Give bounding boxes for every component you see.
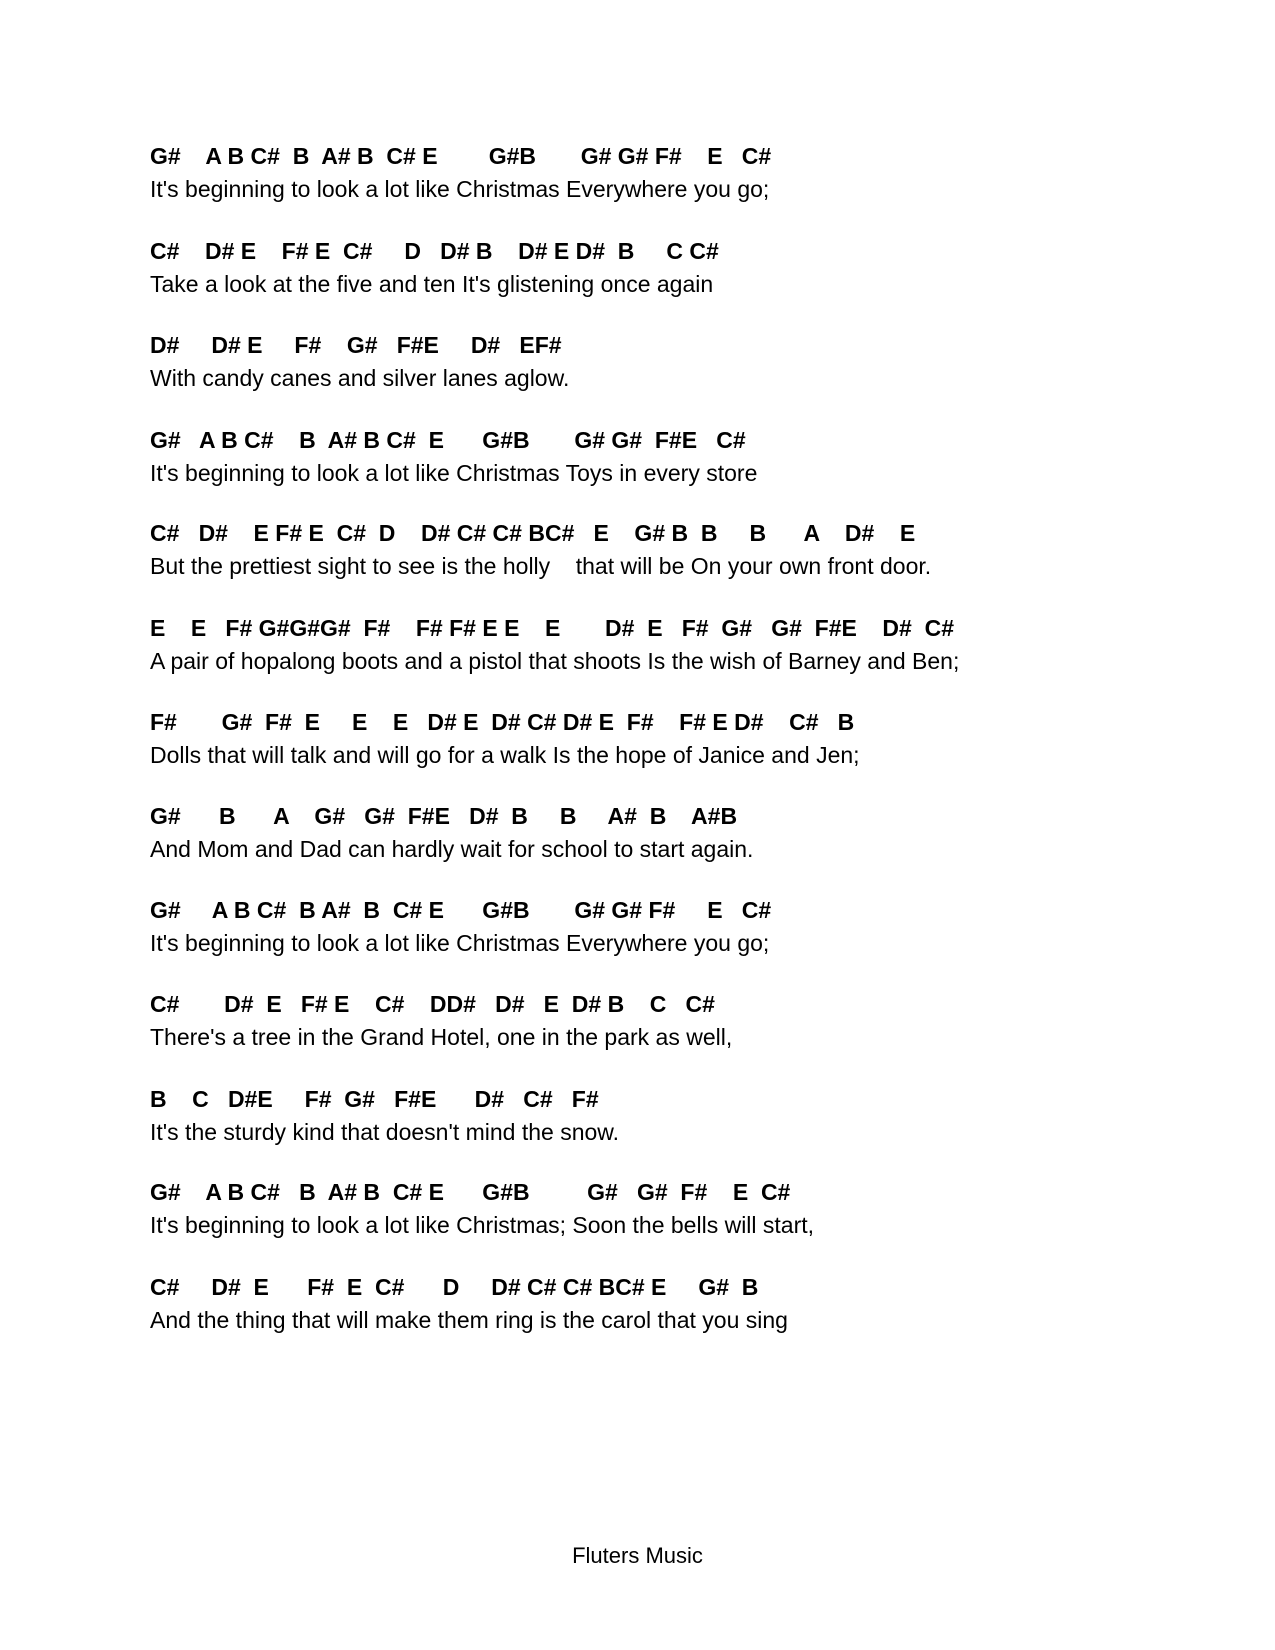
verse-4	[150, 426, 1200, 487]
note-line: G# A B C# B A# B C# E G#B G# G# F# E C#	[150, 1179, 791, 1205]
verse-1	[150, 142, 1200, 203]
note-line: E E F# G#G#G# F# F# F# E E E D# E F# G# G# F#E D# C#	[150, 615, 954, 641]
note-line: C# D# E F# E C# DD# D# E D# B C C#	[150, 991, 715, 1017]
verse-7	[150, 708, 1200, 769]
verse-11	[150, 1085, 1200, 1146]
lyric-line: It's beginning to look a lot like Christmas; Soon the bells will start,	[150, 1212, 815, 1238]
note-line: C# D# E F# E C# D D# C# C# BC# E G# B B B A D# E	[150, 520, 916, 546]
note-line: G# A B C# B A# B C# E G#B G# G# F#E C#	[150, 427, 746, 453]
note-line: C# D# E F# E C# D D# B D# E D# B C C#	[150, 238, 719, 264]
verse-13	[150, 1273, 1200, 1334]
lyric-line: It's beginning to look a lot like Christmas Everywhere you go;	[150, 930, 770, 956]
note-line: G# B A G# G# F#E D# B B A# B A#B	[150, 803, 738, 829]
lyric-line: But the prettiest sight to see is the holly that will be On your own front door.	[150, 553, 932, 579]
lyric-line: Take a look at the five and ten It's glistening once again	[150, 271, 714, 297]
note-line: C# D# E F# E C# D D# C# C# BC# E G# B	[150, 1274, 759, 1300]
verse-3	[150, 331, 1200, 392]
verse-10	[150, 990, 1200, 1051]
lyric-line: A pair of hopalong boots and a pistol that shoots Is the wish of Barney and Ben;	[150, 648, 960, 674]
lyric-line: There's a tree in the Grand Hotel, one in the park as well,	[150, 1024, 733, 1050]
lyric-line: It's beginning to look a lot like Christmas Everywhere you go;	[150, 176, 770, 202]
note-line: G# A B C# B A# B C# E G#B G# G# F# E C#	[150, 143, 772, 169]
lyric-line: Dolls that will talk and will go for a walk Is the hope of Janice and Jen;	[150, 742, 860, 768]
verse-12	[150, 1178, 1200, 1239]
note-line: D# D# E F# G# F#E D# EF#	[150, 332, 562, 358]
lyric-line: With candy canes and silver lanes aglow.	[150, 365, 570, 391]
lyric-line: And Mom and Dad can hardly wait for school to start again.	[150, 836, 754, 862]
lyric-line: It's beginning to look a lot like Christmas Toys in every store	[150, 460, 758, 486]
verse-2	[150, 237, 1200, 298]
note-line: G# A B C# B A# B C# E G#B G# G# F# E C#	[150, 897, 772, 923]
verse-6	[150, 614, 1200, 675]
note-line: B C D#E F# G# F#E D# C# F#	[150, 1086, 599, 1112]
verse-9	[150, 896, 1200, 957]
lyric-line: And the thing that will make them ring is the carol that you sing	[150, 1307, 788, 1333]
verse-8	[150, 802, 1200, 863]
note-line: F# G# F# E E E D# E D# C# D# E F# F# E D# C# B	[150, 709, 855, 735]
page-footer: Fluters Music	[572, 1543, 703, 1568]
verse-5	[150, 519, 1200, 580]
lyric-line: It's the sturdy kind that doesn't mind the snow.	[150, 1119, 620, 1145]
